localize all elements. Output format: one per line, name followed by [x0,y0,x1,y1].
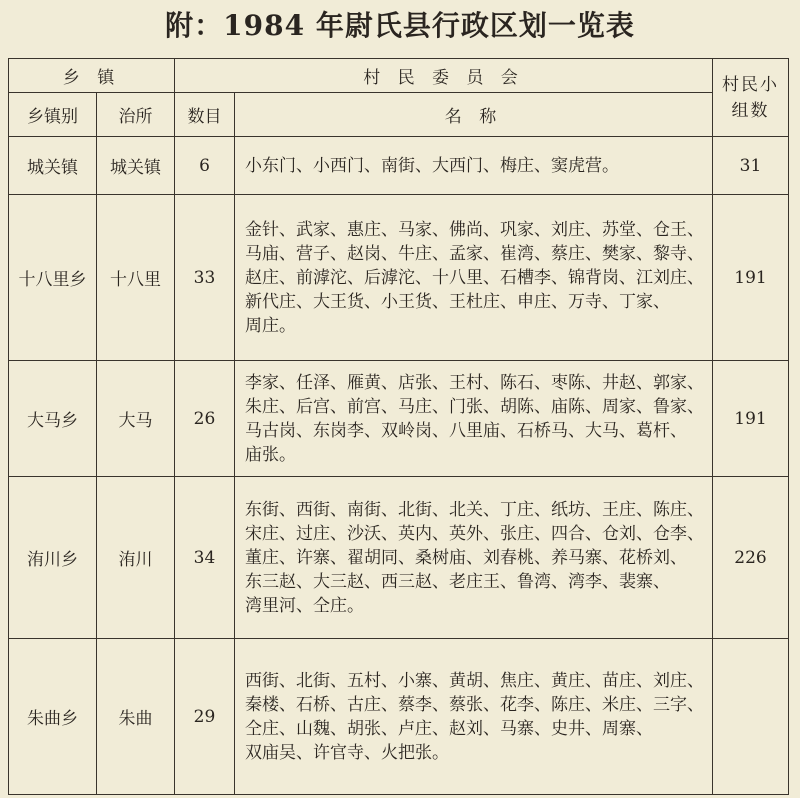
village-name: 小东门、 [245,155,313,176]
page-title: 附：1984 年尉氏县行政区划一览表 [165,9,635,42]
village-name: 周家、 [602,396,653,417]
village-name: 十八里、 [432,267,500,288]
village-name: 赵岗、 [347,243,398,264]
village-name: 惠庄、 [347,219,398,240]
village-name: 任泽、 [296,372,347,393]
header-township-group: 乡 镇 [9,59,175,93]
township-cell: 大马乡 [9,361,97,477]
village-name: 南街、 [381,155,432,176]
village-name: 小寨、 [398,670,449,691]
village-name: 湾李、 [568,571,619,592]
village-name: 大马、 [585,420,636,441]
village-name: 万寺、 [568,291,619,312]
village-name: 刘春桃、 [483,547,551,568]
village-name: 火把张。 [381,742,449,763]
table-row [9,361,789,477]
seat-cell: 洧川 [97,477,175,639]
village-name: 丁家、 [619,291,670,312]
village-name: 新代庄、 [245,291,313,312]
village-name: 东岗李、 [313,420,381,441]
village-name: 黄胡、 [449,670,500,691]
village-name: 焦庄、 [500,670,551,691]
village-name: 沙沃、 [347,523,398,544]
village-name: 葛杆、 [636,420,687,441]
village-name: 庙陈、 [551,396,602,417]
table-row [9,137,789,195]
village-name: 巩家、 [500,219,551,240]
village-name: 湾里河、 [245,595,313,616]
village-name: 古庄、 [347,694,398,715]
township-cell: 十八里乡 [9,195,97,361]
village-name: 井赵、 [602,372,653,393]
village-name: 仝庄、 [245,718,296,739]
village-name: 胡张、 [347,718,398,739]
names-cell [235,477,713,639]
village-name: 石槽李、 [500,267,568,288]
village-name: 董庄、 [245,547,296,568]
group-count-cell: 226 [713,477,789,639]
village-name: 花李、 [500,694,551,715]
village-name: 石桥马、 [517,420,585,441]
village-name: 赵庄、 [245,267,296,288]
village-name: 四合、 [551,523,602,544]
village-name: 许官寺、 [313,742,381,763]
number-cell: 33 [175,195,235,361]
names-cell [235,195,713,361]
village-name: 西三赵、 [381,571,449,592]
village-name: 大王货、 [313,291,381,312]
village-name: 秦楼、 [245,694,296,715]
village-name: 五村、 [347,670,398,691]
village-name: 马庄、 [398,396,449,417]
village-name: 南街、 [347,499,398,520]
township-cell: 朱曲乡 [9,639,97,795]
village-name: 养马寨、 [551,547,619,568]
village-name: 裴寨、 [619,571,670,592]
district-table [8,58,789,795]
village-name: 东街、 [245,499,296,520]
header-seat: 治所 [97,93,175,137]
village-name: 武家、 [296,219,347,240]
village-name: 店张、 [398,372,449,393]
number-cell: 6 [175,137,235,195]
village-name: 前宫、 [347,396,398,417]
village-name: 陈石、 [500,372,551,393]
village-name: 黎寺、 [653,243,704,264]
village-name: 陈庄、 [551,694,602,715]
village-name: 小西门、 [313,155,381,176]
village-name: 蔡李、 [398,694,449,715]
township-cell: 洧川乡 [9,477,97,639]
village-name: 郭家、 [653,372,704,393]
village-name: 宋庄、 [245,523,296,544]
village-name: 后滹沱、 [364,267,432,288]
village-name: 马庙、 [245,243,296,264]
village-name: 马家、 [398,219,449,240]
village-name: 前滹沱、 [296,267,364,288]
number-cell: 34 [175,477,235,639]
village-name: 王村、 [449,372,500,393]
village-name: 鲁湾、 [517,571,568,592]
township-cell: 城关镇 [9,137,97,195]
village-name: 北街、 [296,670,347,691]
village-name: 赵刘、 [449,718,500,739]
village-name: 许寨、 [296,547,347,568]
header-group-count: 村民小组数 [713,59,789,137]
village-name: 苏堂、 [602,219,653,240]
group-count-cell: 191 [713,361,789,477]
village-name: 刘庄、 [551,219,602,240]
village-name: 王庄、 [602,499,653,520]
village-name: 八里庙、 [449,420,517,441]
group-count-cell: 191 [713,195,789,361]
village-name: 英内、 [398,523,449,544]
village-name: 佛尚、 [449,219,500,240]
village-name: 仓王、 [653,219,704,240]
header-names: 名 称 [235,93,713,137]
village-name: 庙张。 [245,444,296,465]
village-name: 雁黄、 [347,372,398,393]
seat-cell: 城关镇 [97,137,175,195]
village-name: 三字、 [653,694,704,715]
village-name: 锦背岗、 [568,267,636,288]
village-name: 大三赵、 [313,571,381,592]
village-name: 苗庄、 [602,670,653,691]
village-name: 孟家、 [449,243,500,264]
village-name: 鲁家、 [653,396,704,417]
table-row [9,195,789,361]
village-name: 双岭岗、 [381,420,449,441]
village-name: 英外、 [449,523,500,544]
village-name: 营子、 [296,243,347,264]
village-name: 马古岗、 [245,420,313,441]
village-name: 张庄、 [500,523,551,544]
names-cell [235,639,713,795]
village-name: 梅庄、 [500,155,551,176]
village-name: 黄庄、 [551,670,602,691]
village-name: 过庄、 [296,523,347,544]
names-cell [235,361,713,477]
village-name: 陈庄、 [653,499,704,520]
village-name: 朱庄、 [245,396,296,417]
village-name: 翟胡同、 [347,547,415,568]
header-row-1 [9,59,789,93]
number-cell: 29 [175,639,235,795]
seat-cell: 十八里 [97,195,175,361]
header-row-2 [9,93,789,137]
village-name: 周寨、 [602,718,653,739]
village-name: 老庄王、 [449,571,517,592]
village-name: 双庙吴、 [245,742,313,763]
village-name: 仝庄。 [313,595,364,616]
village-name: 蔡张、 [449,694,500,715]
group-count-cell: 31 [713,137,789,195]
village-name: 门张、 [449,396,500,417]
header-committee-group: 村 民 委 员 会 [175,59,713,93]
village-name: 江刘庄、 [636,267,704,288]
seat-cell: 大马 [97,361,175,477]
village-name: 石桥、 [296,694,347,715]
names-cell [235,137,713,195]
village-name: 牛庄、 [398,243,449,264]
village-name: 仓李、 [653,523,704,544]
village-name: 卢庄、 [398,718,449,739]
village-name: 花桥刘、 [619,547,687,568]
table-row [9,477,789,639]
village-name: 小王货、 [381,291,449,312]
village-name: 崔湾、 [500,243,551,264]
village-name: 窦虎营。 [551,155,619,176]
table-row [9,639,789,795]
header-number: 数目 [175,93,235,137]
village-name: 西街、 [245,670,296,691]
village-name: 桑树庙、 [415,547,483,568]
header-township-name: 乡镇别 [9,93,97,137]
village-name: 大西门、 [432,155,500,176]
village-name: 山魏、 [296,718,347,739]
village-name: 北街、 [398,499,449,520]
village-name: 仓刘、 [602,523,653,544]
village-name: 申庄、 [517,291,568,312]
village-name: 蔡庄、 [551,243,602,264]
village-name: 王杜庄、 [449,291,517,312]
village-name: 金针、 [245,219,296,240]
village-name: 马寨、 [500,718,551,739]
village-name: 樊家、 [602,243,653,264]
village-name: 丁庄、 [500,499,551,520]
seat-cell: 朱曲 [97,639,175,795]
group-count-cell [713,639,789,795]
village-name: 周庄。 [245,315,296,336]
village-name: 东三赵、 [245,571,313,592]
village-name: 刘庄、 [653,670,704,691]
village-name: 北关、 [449,499,500,520]
village-name: 西街、 [296,499,347,520]
number-cell: 26 [175,361,235,477]
village-name: 纸坊、 [551,499,602,520]
village-name: 史井、 [551,718,602,739]
village-name: 枣陈、 [551,372,602,393]
village-name: 后宫、 [296,396,347,417]
village-name: 米庄、 [602,694,653,715]
village-name: 李家、 [245,372,296,393]
village-name: 胡陈、 [500,396,551,417]
